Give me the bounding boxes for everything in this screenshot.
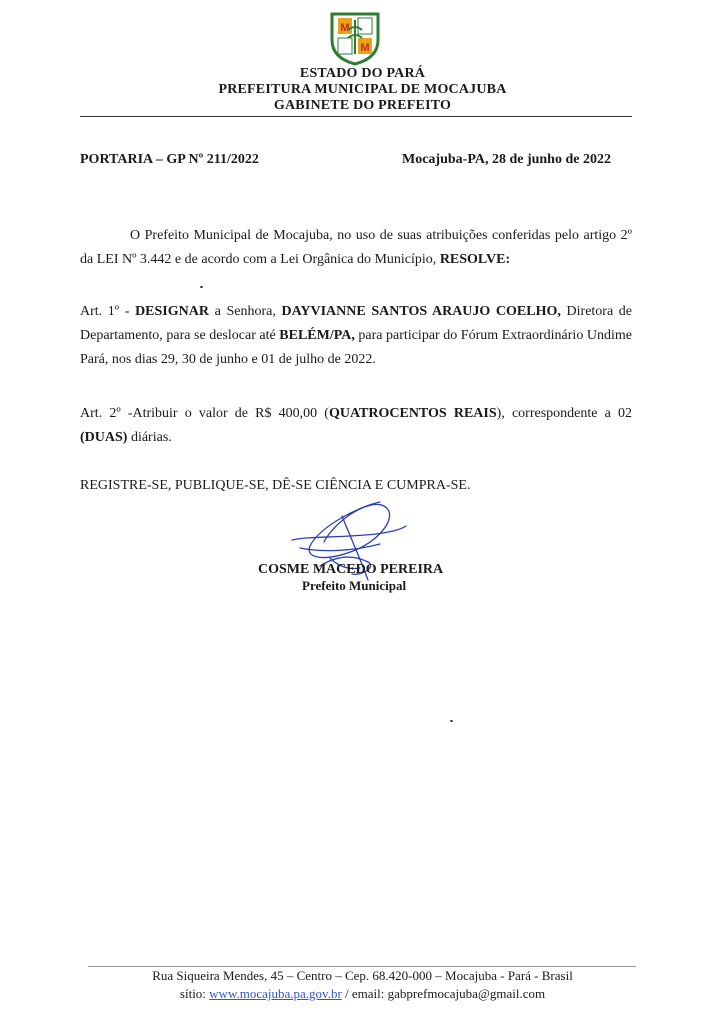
document-date: Mocajuba-PA, 28 de junho de 2022 <box>402 152 611 167</box>
art1-city: BELÉM/PA, <box>279 328 355 343</box>
website-link[interactable]: www.mocajuba.pa.gov.br <box>209 986 342 1001</box>
footer-address: Rua Siqueira Mendes, 45 – Centro – Cep. 68.420-000 – Mocajuba - Pará - Brasil <box>152 968 573 983</box>
art1-designar: DESIGNAR <box>135 304 209 319</box>
art1-name: DAYVIANNE SANTOS ARAUJO COELHO, <box>281 304 561 319</box>
art1-text-1: a Senhora, <box>208 304 282 319</box>
header-divider <box>80 116 632 117</box>
footer-contact <box>0 986 725 1002</box>
signatory-name: COSME MACEDO PEREIRA <box>258 562 444 577</box>
header-prefeitura: PREFEITURA MUNICIPAL DE MOCAJUBA <box>218 82 507 97</box>
scan-speck <box>450 720 453 722</box>
footer-divider <box>88 966 636 967</box>
municipal-coat-of-arms <box>326 8 384 66</box>
email-address[interactable]: gabprefmocajuba@gmail.com <box>387 986 546 1001</box>
art1-prefix: Art. 1º - <box>80 304 136 319</box>
email-label: / email: <box>341 986 388 1001</box>
art2-count: (DUAS) <box>80 430 128 445</box>
art2-text-3: diárias. <box>127 430 172 445</box>
article-1 <box>80 300 632 372</box>
header-gabinete: GABINETE DO PREFEITO <box>273 98 452 113</box>
intro-text: O Prefeito Municipal de Mocajuba, no uso de suas atribuições conferidas pelo artigo 2º da LEI Nº 3.442 e de acordo com a Lei Orgânica do Município, <box>80 228 632 267</box>
scan-speck <box>200 286 203 288</box>
svg-text:M: M <box>360 42 370 54</box>
portaria-number: PORTARIA – GP Nº 211/2022 <box>80 152 259 167</box>
signatory-title: Prefeito Municipal <box>302 578 407 593</box>
art2-amount: QUATROCENTOS REAIS <box>328 406 497 421</box>
art1-text-3: para participar do Fórum Extraordinário Undime Pará, nos dias 29, 30 de junho e 01 de julho de 2022. <box>80 328 632 367</box>
art1-text-2: Diretora de Departamento, para se deslocar até <box>80 304 633 343</box>
resolve-label: RESOLVE: <box>439 252 511 267</box>
closing-statement: REGISTRE-SE, PUBLIQUE-SE, DÊ-SE CIÊNCIA E CUMPRA-SE. <box>80 478 471 493</box>
header-state: ESTADO DO PARÁ <box>299 66 426 81</box>
art2-text-2: ), correspondente a 02 <box>496 406 633 421</box>
svg-text:M: M <box>340 22 350 34</box>
article-2 <box>80 402 632 450</box>
intro-paragraph <box>80 224 632 272</box>
site-label: sítio: <box>179 986 210 1001</box>
art2-text-1: Art. 2º -Atribuir o valor de R$ 400,00 ( <box>80 406 329 421</box>
